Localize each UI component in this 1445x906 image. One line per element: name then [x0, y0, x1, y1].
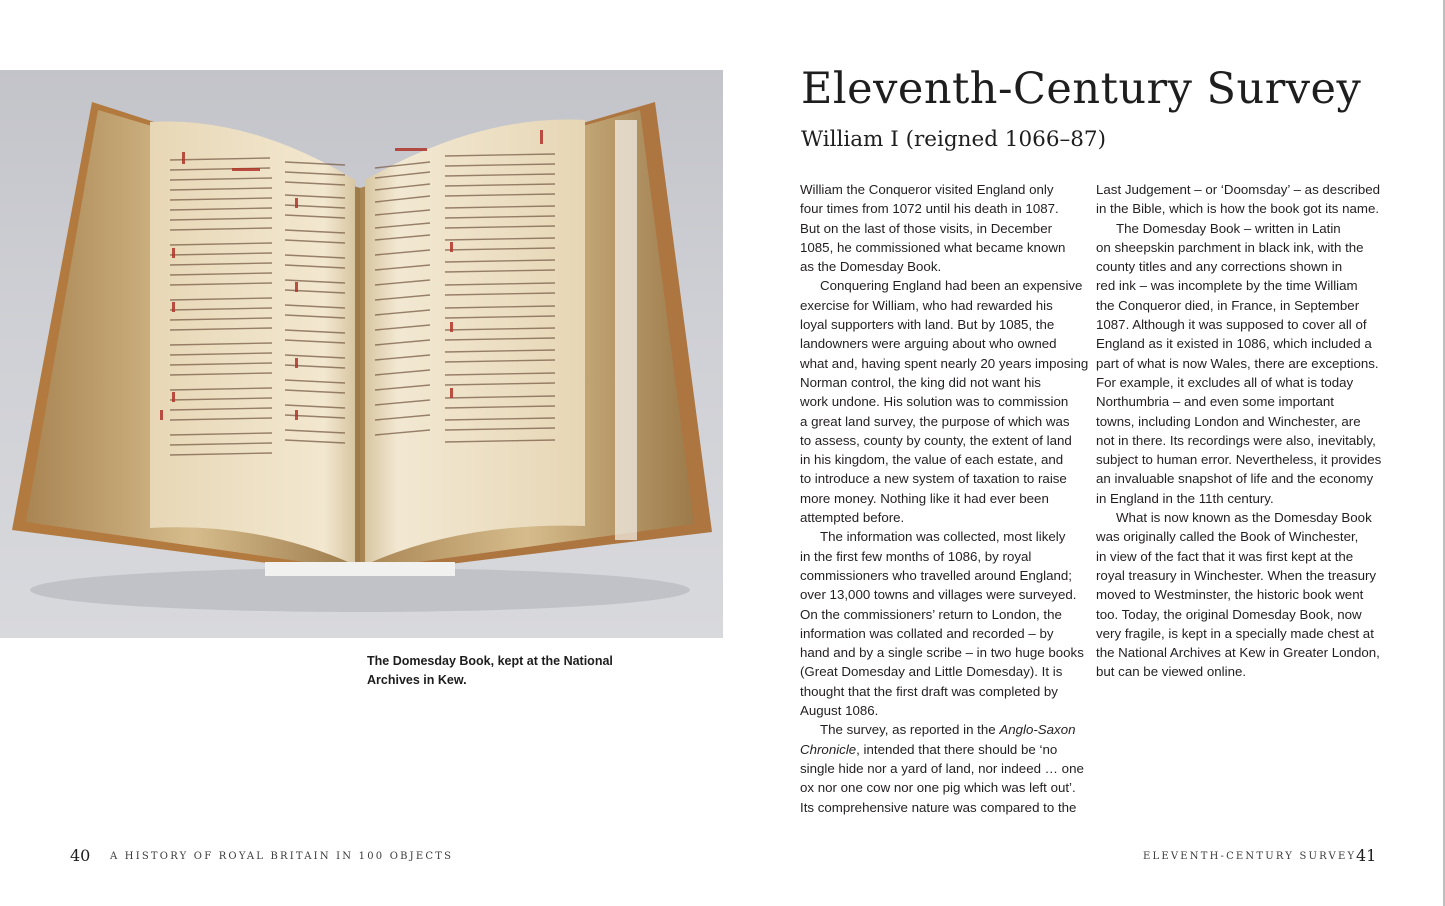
photo-caption	[367, 652, 627, 691]
text-line: to introduce a new system of taxation to raise	[800, 471, 1067, 487]
text-line: royal treasury in Winchester. When the treasury	[1096, 567, 1377, 583]
text-line: what and, having spent nearly 20 years imposing	[800, 355, 1089, 371]
text-line: landowners were arguing about who owned	[800, 336, 1057, 352]
text-line: as the Domesday Book.	[800, 259, 942, 275]
text-line: The information was collected, most likely	[820, 529, 1066, 545]
text-line: the Conqueror died, in France, in September	[1096, 297, 1360, 313]
article-subtitle: William I (reigned 1066–87)	[801, 127, 1106, 152]
text-line: single hide nor a yard of land, nor indeed … one	[800, 760, 1084, 776]
text-line: part of what is now Wales, there are exceptions.	[1096, 355, 1379, 371]
text-line: towns, including London and Winchester, are	[1096, 413, 1361, 429]
text-line: information was collated and recorded – by	[800, 625, 1054, 641]
text-line	[800, 740, 1090, 759]
text-run: The survey, as reported in the	[820, 722, 1000, 738]
text-line: On the commissioners’ return to London, the	[800, 606, 1062, 622]
text-line: work undone. His solution was to commission	[800, 394, 1069, 410]
text-run: , intended that there should be ‘no	[856, 741, 1058, 757]
text-line: very fragile, is kept in a specially made chest at	[1096, 625, 1374, 641]
text-line: hand and by a single scribe – in two huge books	[800, 645, 1084, 661]
text-line: four times from 1072 until his death in 1087.	[800, 201, 1059, 217]
text-line: thought that the first draft was completed by	[800, 683, 1058, 699]
text-line: The Domesday Book – written in Latin	[1116, 220, 1341, 236]
text-line: to assess, county by county, the extent of land	[800, 432, 1072, 448]
text-line: an invaluable snapshot of life and the economy	[1096, 471, 1374, 487]
text-line: not in there. Its recordings were also, inevitably,	[1096, 432, 1376, 448]
body-column-left	[800, 180, 1090, 817]
left-page-number: 40	[70, 846, 91, 865]
text-line: in the Bible, which is how the book got its name.	[1096, 201, 1380, 217]
body-column-right	[1096, 180, 1386, 682]
text-line: commissioners who travelled around England;	[800, 567, 1072, 583]
text-line: What is now known as the Domesday Book	[1116, 510, 1372, 526]
left-running-head: A HISTORY OF ROYAL BRITAIN IN 100 OBJECTS	[110, 851, 454, 862]
italic-title: Anglo-Saxon	[999, 722, 1076, 738]
text-line: 1087. Although it was supposed to cover all of	[1096, 317, 1367, 333]
text-line: loyal supporters with land. But by 1085, the	[800, 317, 1055, 333]
text-line: Last Judgement – or ‘Doomsday’ – as described	[1096, 182, 1381, 197]
text-line: subject to human error. Nevertheless, it provides	[1096, 452, 1382, 468]
text-line: over 13,000 towns and villages were surveyed.	[800, 587, 1077, 603]
domesday-book-photo	[0, 70, 723, 638]
text-line: a great land survey, the purpose of which was	[800, 413, 1070, 429]
text-line: 1085, he commissioned what became known	[800, 239, 1066, 255]
text-line: England as it existed in 1086, which included a	[1096, 336, 1372, 352]
text-line: attempted before.	[800, 510, 905, 526]
text-line: Norman control, the king did not want his	[800, 374, 1041, 390]
text-line: was originally called the Book of Winchester,	[1096, 529, 1359, 545]
text-line: in view of the fact that it was first kept at the	[1096, 548, 1354, 564]
text-line: on sheepskin parchment in black ink, with the	[1096, 239, 1364, 255]
text-line: William the Conqueror visited England only	[800, 182, 1054, 197]
text-line: moved to Westminster, the historic book went	[1096, 587, 1364, 603]
open-manuscript-book-icon	[0, 70, 723, 638]
text-line: county titles and any corrections shown in	[1096, 259, 1343, 275]
right-running-head: ELEVENTH-CENTURY SURVEY	[1143, 851, 1357, 862]
right-page-number: 41	[1356, 846, 1377, 865]
text-line: But on the last of those visits, in December	[800, 220, 1053, 236]
text-line: For example, it excludes all of what is today	[1096, 374, 1354, 390]
text-line: more money. Nothing like it had ever been	[800, 490, 1049, 506]
text-line	[800, 720, 1090, 739]
text-line: in the first few months of 1086, by royal	[800, 548, 1032, 564]
text-line: but can be viewed online.	[1096, 664, 1247, 680]
text-line: Its comprehensive nature was compared to the	[800, 799, 1077, 815]
text-line: too. Today, the original Domesday Book, now	[1096, 606, 1362, 622]
text-line: Conquering England had been an expensive	[820, 278, 1083, 294]
text-line: August 1086.	[800, 703, 879, 719]
text-line: exercise for William, who had rewarded his	[800, 297, 1053, 313]
text-line: red ink – was incomplete by the time William	[1096, 278, 1358, 294]
text-line: in England in the 11th century.	[1096, 490, 1274, 506]
italic-title: Chronicle	[800, 741, 857, 757]
text-line: (Great Domesday and Little Domesday). It is	[800, 664, 1063, 680]
text-line: Northumbria – and even some important	[1096, 394, 1334, 410]
article-title: Eleventh-Century Survey	[801, 64, 1362, 114]
caption-line: The Domesday Book, kept at the National	[367, 654, 613, 668]
text-line: in his kingdom, the value of each estate, and	[800, 452, 1064, 468]
text-line: the National Archives at Kew in Greater London,	[1096, 645, 1380, 661]
text-line: ox nor one cow nor one pig which was left out’.	[800, 780, 1076, 796]
caption-line: Archives in Kew.	[367, 673, 467, 688]
